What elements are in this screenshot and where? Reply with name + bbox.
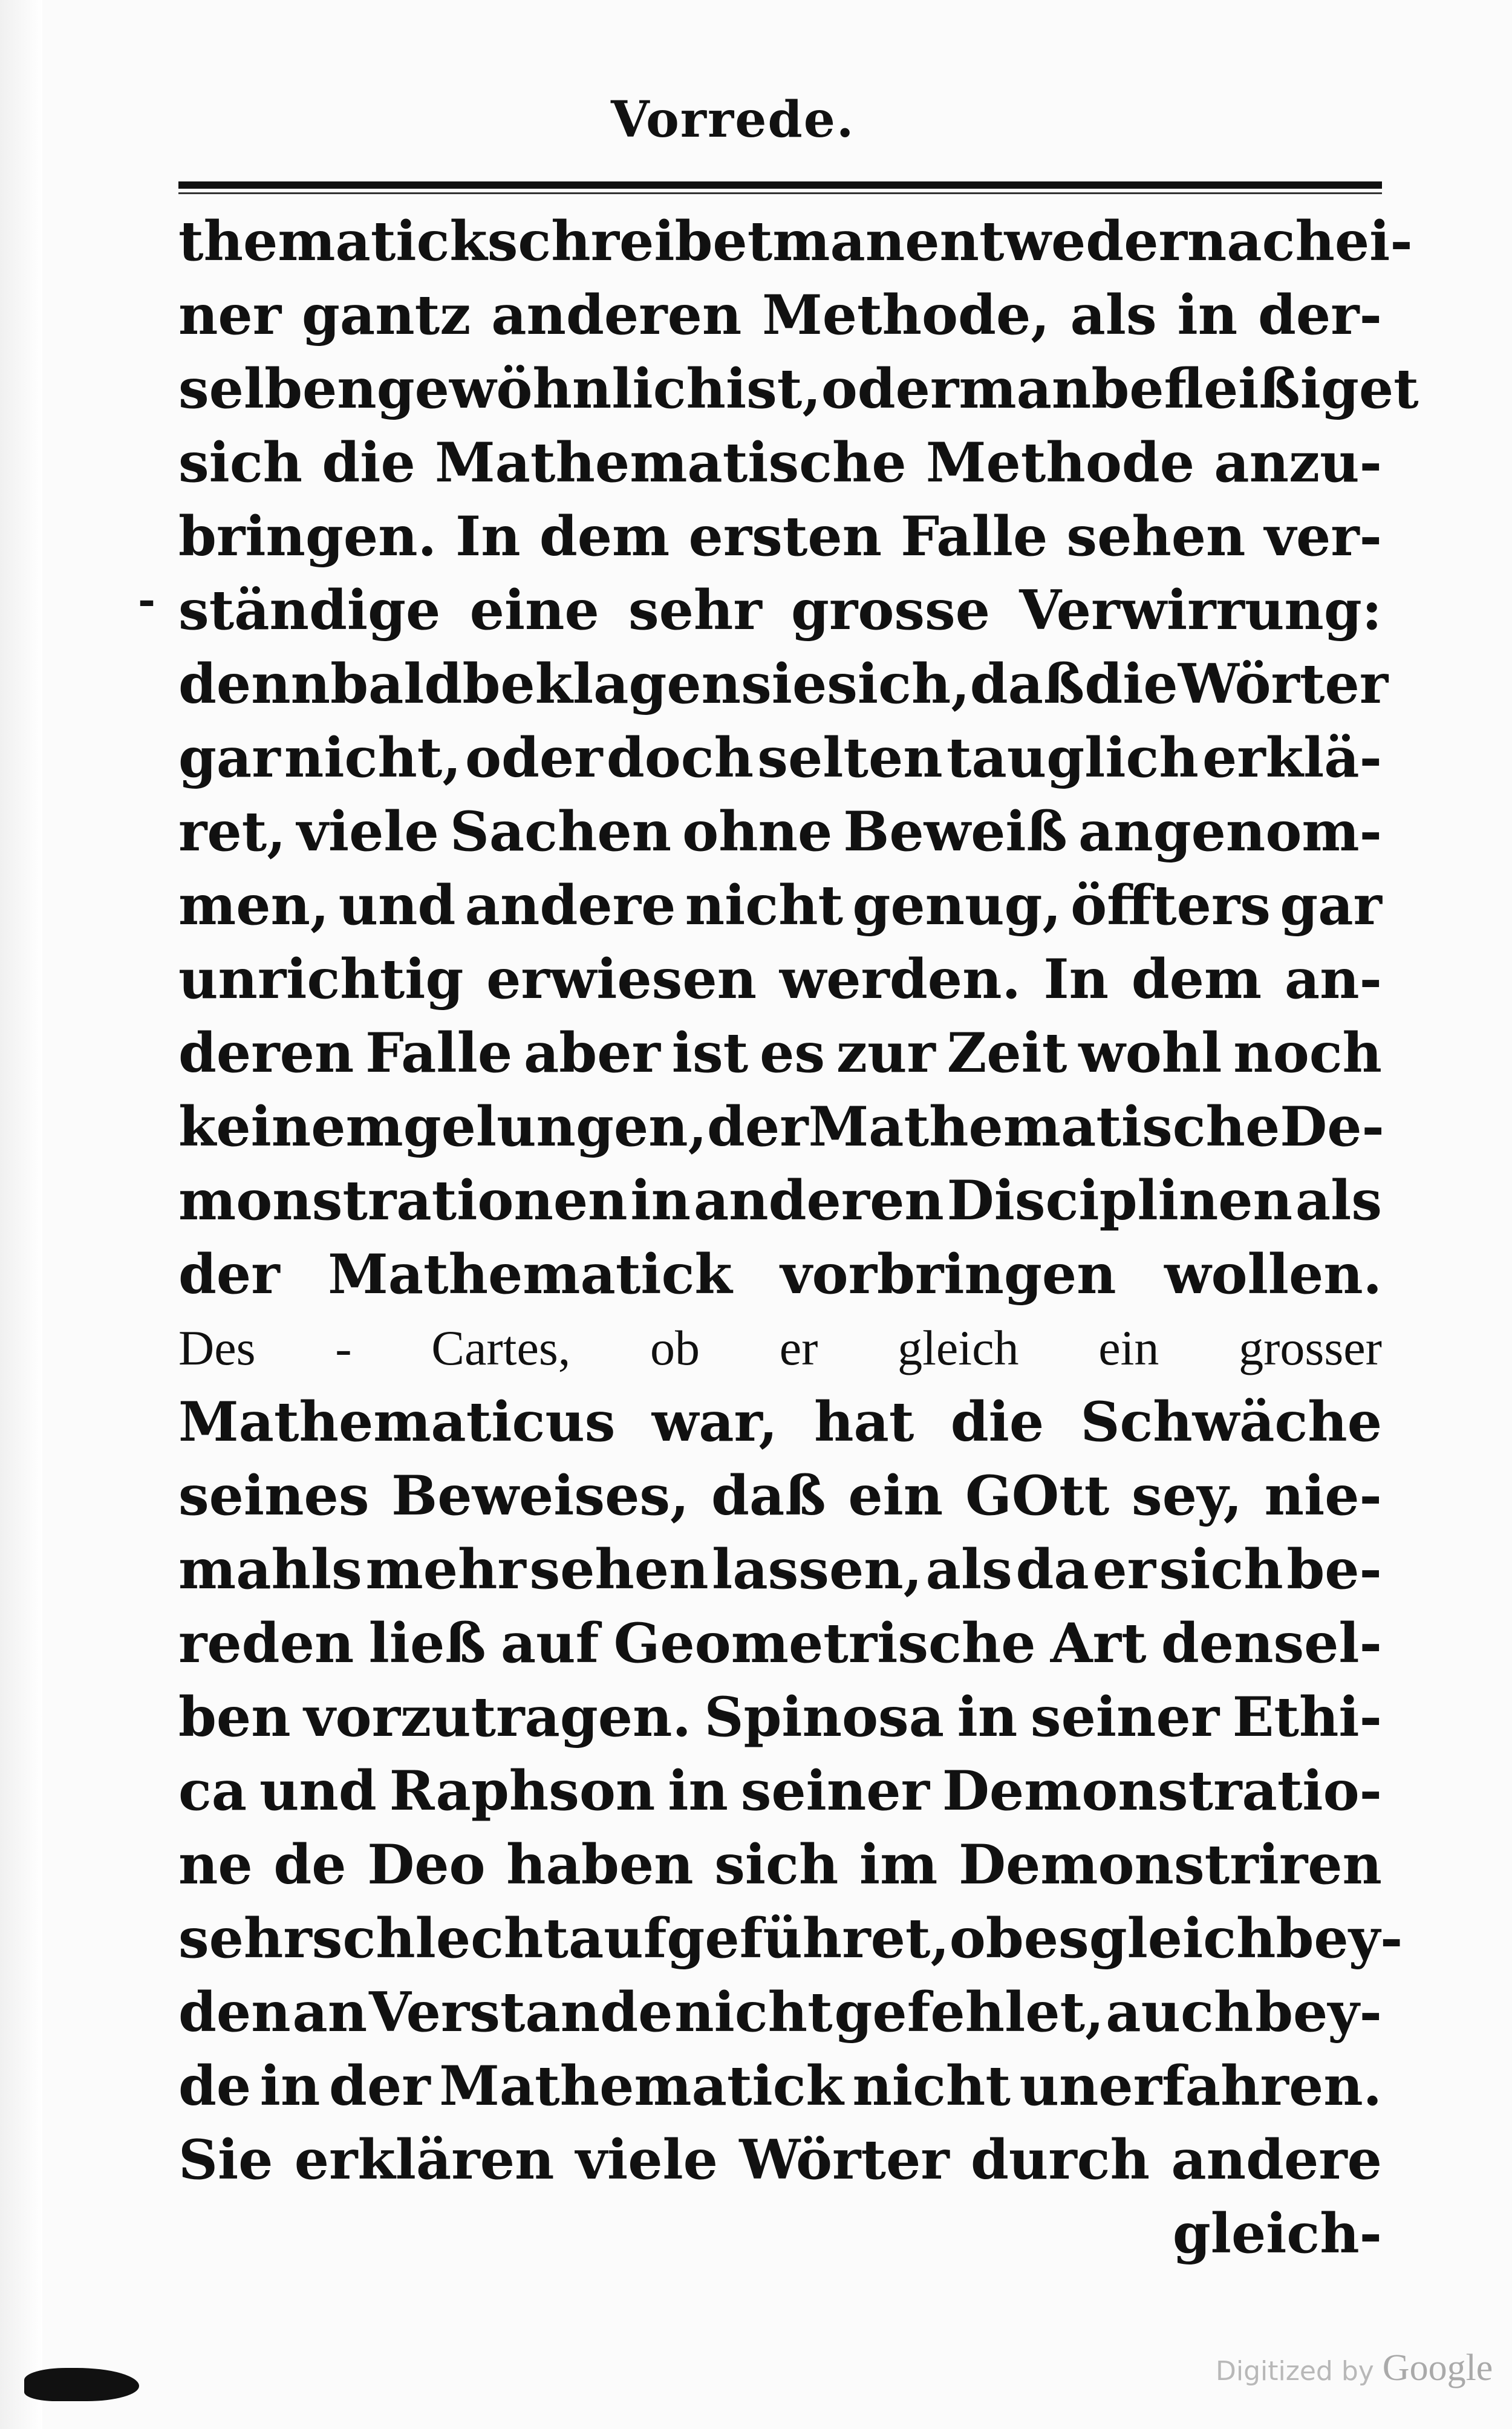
word: unrichtig <box>178 947 464 1011</box>
word: wohl <box>1078 1021 1222 1085</box>
word: ständige <box>178 578 441 642</box>
word: gleich <box>1089 1906 1276 1971</box>
word: wollen. <box>1164 1242 1382 1306</box>
word: daß <box>711 1464 826 1528</box>
word: seines <box>178 1464 370 1528</box>
word: aufgeführet, <box>568 1906 950 1971</box>
text-line <box>178 647 1389 721</box>
word: Demonstratio- <box>942 1759 1382 1823</box>
word: nicht <box>852 2054 1011 2118</box>
text-line <box>178 573 1382 647</box>
word: In <box>1043 947 1109 1011</box>
word: sehr <box>628 578 762 642</box>
word: ob <box>650 1320 700 1375</box>
word: bey- <box>1276 1906 1403 1971</box>
word: ein <box>1098 1320 1159 1375</box>
word: in <box>668 1759 728 1823</box>
word: Mathematick <box>328 1242 732 1306</box>
text-line <box>178 426 1382 500</box>
text-line <box>178 1385 1382 1459</box>
word: nie- <box>1264 1464 1382 1528</box>
text-line <box>178 500 1382 573</box>
word: ei- <box>1334 209 1413 273</box>
word: Falle <box>901 504 1048 569</box>
word: oder <box>464 726 603 790</box>
word: angenom- <box>1078 800 1382 864</box>
word: es <box>1023 1906 1089 1971</box>
word: bald <box>330 652 463 716</box>
word: Verwirrung: <box>1019 578 1382 642</box>
word: Schwäche <box>1080 1390 1382 1454</box>
word: andere <box>1171 2128 1382 2192</box>
word: Zeit <box>947 1021 1067 1085</box>
word: Ethi- <box>1232 1685 1382 1749</box>
word: nicht, <box>284 726 461 790</box>
word: sey, <box>1132 1464 1242 1528</box>
word: Mathematische <box>434 431 907 495</box>
word: doch <box>606 726 754 790</box>
word: monstrationen <box>178 1169 628 1233</box>
word: selten <box>757 726 943 790</box>
text-line <box>178 1680 1382 1754</box>
word: auf <box>500 1611 599 1675</box>
word: oder <box>821 357 959 421</box>
word: vorzutragen. <box>304 1685 691 1749</box>
word: viele <box>575 2128 718 2192</box>
text-line <box>178 1016 1382 1090</box>
word: beklagen <box>462 652 741 716</box>
word: ließ <box>368 1611 486 1675</box>
word: selben <box>178 357 377 421</box>
text-line <box>178 1533 1382 1606</box>
word: schlecht <box>311 1906 569 1971</box>
word: auch <box>1106 1980 1254 2044</box>
word: ob <box>949 1906 1024 1971</box>
word: befleißiget <box>1091 357 1419 421</box>
word: sich <box>714 1833 839 1897</box>
text-line <box>178 942 1382 1016</box>
word: bringen. <box>178 504 437 569</box>
word: ist, <box>725 357 821 421</box>
word: sehen <box>1066 504 1246 569</box>
word: ist <box>671 1021 749 1085</box>
word: seiner <box>740 1759 930 1823</box>
word: als <box>1295 1169 1382 1233</box>
word: daß <box>969 652 1085 716</box>
word: gar <box>1280 873 1382 937</box>
word: Methode, <box>762 283 1050 347</box>
digitization-watermark <box>1216 2347 1493 2390</box>
word: nach <box>1187 209 1335 273</box>
text-line <box>178 1606 1382 1680</box>
word: reden <box>178 1611 354 1675</box>
word: anzu- <box>1214 431 1382 495</box>
text-line <box>178 352 1419 426</box>
word: Sie <box>178 2128 273 2192</box>
word: de <box>178 2054 252 2118</box>
word: in <box>957 1685 1018 1749</box>
watermark-prefix: Digitized by <box>1216 2356 1374 2387</box>
word: Cartes, <box>431 1320 571 1375</box>
margin-mark: - <box>138 575 156 625</box>
text-line <box>178 1902 1403 1975</box>
word: densel- <box>1161 1611 1382 1675</box>
text-line <box>178 869 1382 942</box>
word: ca <box>178 1759 247 1823</box>
word: Falle <box>365 1021 513 1085</box>
text-line <box>178 1828 1382 1902</box>
word: Mathematick <box>439 2054 844 2118</box>
text-line <box>178 1164 1382 1237</box>
word: grosser <box>1239 1320 1382 1375</box>
word: vorbringen <box>780 1242 1116 1306</box>
word: genug, <box>852 873 1061 937</box>
word: ner <box>178 283 282 347</box>
word: ver- <box>1264 504 1382 569</box>
word: de <box>273 1833 347 1897</box>
word: an <box>292 1980 368 2044</box>
word: gantz <box>301 283 471 347</box>
word: Disciplinen <box>947 1169 1293 1233</box>
word: denn <box>178 652 331 716</box>
word: war, <box>651 1390 778 1454</box>
word: men, <box>178 873 330 937</box>
word: in <box>259 2054 321 2118</box>
text-line <box>178 1459 1382 1533</box>
word: im <box>859 1833 938 1897</box>
word: gleich <box>898 1320 1019 1375</box>
word: Beweiß <box>843 800 1067 864</box>
running-header: Vorrede. <box>611 91 855 149</box>
word: man <box>959 357 1092 421</box>
word: De- <box>1280 1095 1384 1159</box>
text-line <box>178 1090 1382 1164</box>
page-edge-shadow <box>0 0 42 2429</box>
text-line <box>178 204 1413 278</box>
text-line <box>178 795 1382 869</box>
word: erwiesen <box>486 947 757 1011</box>
word: an- <box>1284 947 1382 1011</box>
word: Methode <box>925 431 1195 495</box>
word: haben <box>506 1833 694 1897</box>
word: den <box>178 1980 291 2044</box>
word: es <box>760 1021 825 1085</box>
word: keinem <box>178 1095 403 1159</box>
word: hat <box>814 1390 914 1454</box>
word: Verstande <box>369 1980 673 2044</box>
word: die <box>322 431 415 495</box>
word: erklären <box>294 2128 555 2192</box>
word: Art <box>1050 1611 1147 1675</box>
word: dem <box>539 504 670 569</box>
word: Sachen <box>449 800 672 864</box>
word: durch <box>971 2128 1150 2192</box>
word: in <box>630 1169 691 1233</box>
word: sich, <box>827 652 970 716</box>
word: Beweises, <box>391 1464 689 1528</box>
word: tauglich <box>946 726 1199 790</box>
word: noch <box>1233 1021 1382 1085</box>
word: schreibet <box>487 209 773 273</box>
word: und <box>259 1759 377 1823</box>
word: ben <box>178 1685 291 1749</box>
header-rule <box>178 181 1382 189</box>
word: Demonstriren <box>958 1833 1382 1897</box>
text-line <box>178 1311 1382 1385</box>
word: entweder <box>905 209 1187 273</box>
word: man <box>772 209 905 273</box>
word: Mathematicus <box>178 1390 616 1454</box>
text-line <box>178 2049 1382 2123</box>
body-text <box>178 204 1419 2271</box>
word: nicht <box>674 1980 833 2044</box>
word: als <box>1070 283 1157 347</box>
word: da <box>1015 1537 1089 1602</box>
word: In <box>455 504 521 569</box>
text-line <box>178 1975 1382 2049</box>
text-line <box>178 1754 1382 1828</box>
word: GOtt <box>965 1464 1110 1528</box>
word: sie <box>741 652 827 716</box>
word: ne <box>178 1833 253 1897</box>
word: eine <box>469 578 599 642</box>
catchword: gleich- <box>1172 2202 1382 2266</box>
word: thematick <box>178 209 487 273</box>
word: Raphson <box>389 1759 656 1823</box>
word: bey- <box>1255 1980 1382 2044</box>
header-rule-thin <box>178 192 1382 194</box>
word: Spinosa <box>704 1685 945 1749</box>
word: anderen <box>693 1169 944 1233</box>
word: der <box>706 1095 809 1159</box>
word: der- <box>1257 283 1382 347</box>
ink-blot <box>24 2368 139 2401</box>
word: - <box>335 1320 352 1375</box>
word: anderen <box>491 283 742 347</box>
word: gar <box>178 726 281 790</box>
word: sehen <box>529 1537 709 1602</box>
word: Wörter <box>739 2128 950 2192</box>
word: die <box>950 1390 1044 1454</box>
word: ein <box>848 1464 943 1528</box>
word: Wörter <box>1178 652 1389 716</box>
word: öffters <box>1070 873 1271 937</box>
word: erklä- <box>1202 726 1382 790</box>
word: nicht <box>685 873 844 937</box>
text-line <box>178 721 1382 795</box>
word: ret, <box>178 800 286 864</box>
word: deren <box>178 1021 354 1085</box>
word: sehr <box>178 1906 312 1971</box>
word: gewöhnlich <box>376 357 726 421</box>
word: lassen, <box>712 1537 922 1602</box>
word: unerfahren. <box>1019 2054 1382 2118</box>
word: gefehlet, <box>834 1980 1104 2044</box>
word: mahls <box>178 1537 362 1602</box>
word: mehr <box>365 1537 526 1602</box>
word: Mathematische <box>808 1095 1280 1159</box>
word: dem <box>1131 947 1262 1011</box>
word: er <box>779 1320 818 1375</box>
word: die <box>1084 652 1178 716</box>
text-line <box>178 1237 1382 1311</box>
word: viele <box>296 800 439 864</box>
word: als <box>925 1537 1012 1602</box>
word: Geometrische <box>613 1611 1036 1675</box>
word: andere <box>464 873 676 937</box>
word: werden. <box>779 947 1021 1011</box>
word: Deo <box>367 1833 486 1897</box>
word: gelungen, <box>403 1095 707 1159</box>
word: be- <box>1286 1537 1382 1602</box>
word: Des <box>178 1320 256 1375</box>
text-line <box>178 278 1382 352</box>
word: sich <box>178 431 303 495</box>
watermark-brand: Google <box>1382 2347 1493 2388</box>
word: seiner <box>1030 1685 1220 1749</box>
word: zur <box>836 1021 936 1085</box>
word: sich <box>1159 1537 1283 1602</box>
word: er <box>1092 1537 1156 1602</box>
word: in <box>1177 283 1238 347</box>
word: ohne <box>682 800 833 864</box>
word: grosse <box>791 578 990 642</box>
word: aber <box>523 1021 660 1085</box>
word: und <box>338 873 456 937</box>
text-line <box>178 2123 1382 2197</box>
word: der <box>178 1242 280 1306</box>
word: der <box>329 2054 431 2118</box>
word: ersten <box>688 504 882 569</box>
